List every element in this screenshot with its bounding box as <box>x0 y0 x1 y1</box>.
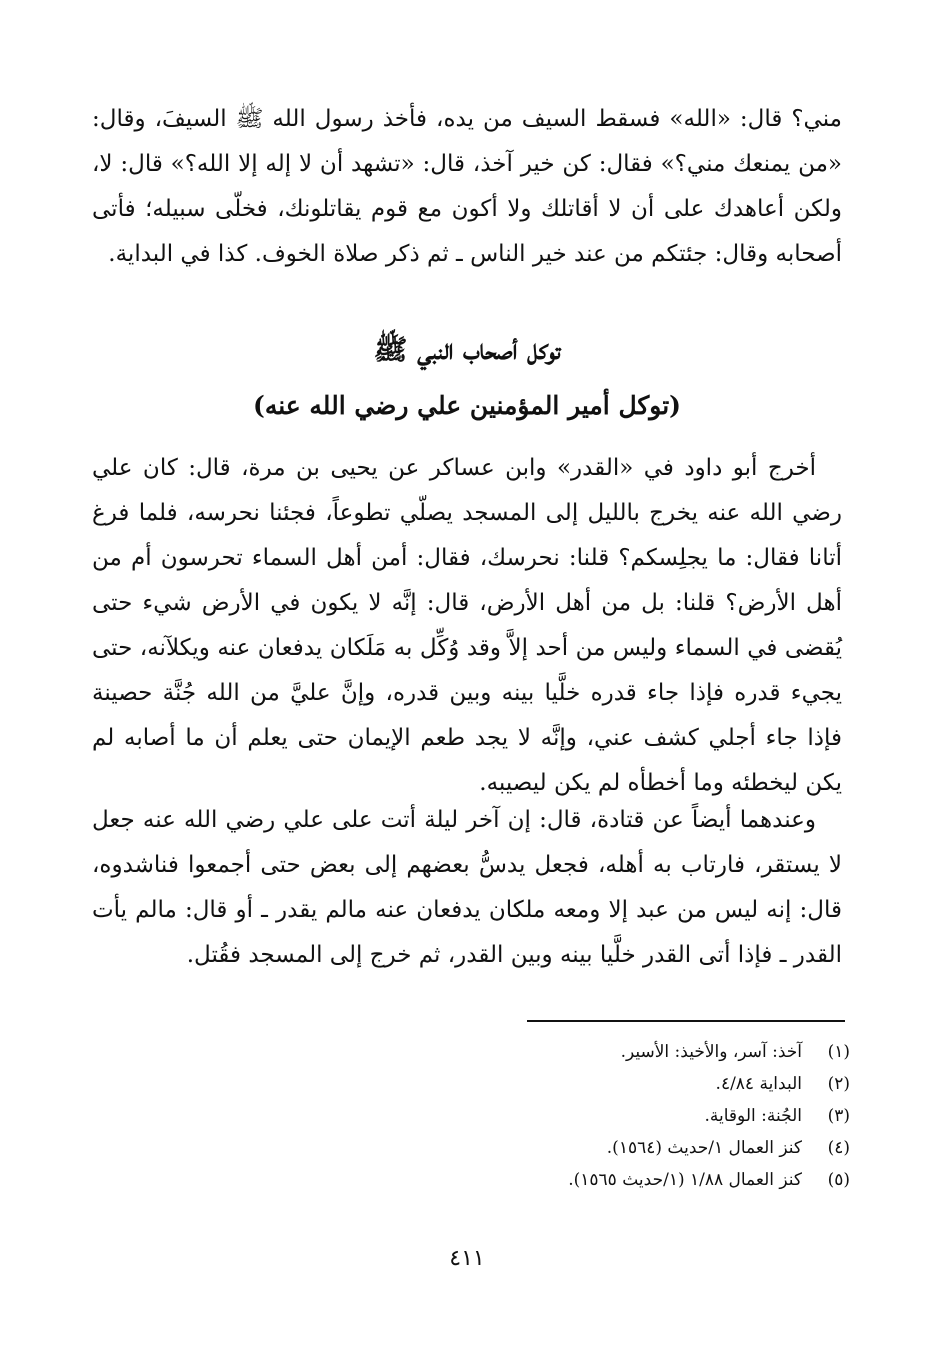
section-heading: توكل أصحاب النبي ﷺ <box>373 333 561 366</box>
footnote-text: كنز العمال ١/٨٨ (١/حديث ١٥٦٥). <box>568 1170 802 1190</box>
intro-paragraph: مني؟ قال: «الله» فسقط السيف من يده، فأخذ رسول الله ﷺ السيفَ، وقال: «من يمنعك مني؟» فقال: كن خير آخذ، قال: «تشهد أن لا إله إلا الله؟» قال: لا، ولكن أعاهدك على أن لا أقاتلك ولا أكون مع قوم يقاتلونك، فخلّى سبيله؛ فأتى أصحابه وقال: جئتكم من عند خير الناس ـ ثم ذكر صلاة الخوف. كذا في البداية. <box>92 106 842 267</box>
footnotes <box>300 1036 850 1196</box>
body-paragraph-1: أخرج أبو داود في «القدر» وابن عساكر عن يحيى بن مرة، قال: كان علي رضي الله عنه يخرج بالليل إلى المسجد يصلّي تطوعاً، فجئنا نحرسه، فلما فرغ أتانا فقال: ما يجلِسكم؟ قلنا: نحرسك، فقال: أمن أهل السماء تحرسون أم من أهل الأرض؟ قلنا: بل من أهل الأرض، قال: إنَّه لا يكون في الأرض شيء حتى يُقضى في السماء وليس من أحد إلاَّ وقد وُكِّل به مَلَكان يدفعان عنه ويكلآنه، حتى يجيء قدره فإذا جاء قدره خلَّيا بينه وبين قدره، وإنَّ عليَّ من الله جُنَّة حصينة فإذا جاء أجلي كشف عني، وإنَّه لا يجد طعم الإيمان حتى يعلم أن ما أصابه لم يكن ليخطئه وما أخطأه لم يكن ليصيبه. <box>92 455 842 796</box>
section-subheading: (توكل أمير المؤمنين علي رضي الله عنه) <box>253 391 681 420</box>
footnote <box>300 1132 850 1164</box>
footnote-number: (١) <box>827 1042 850 1062</box>
body-paragraph-2: وعندهما أيضاً عن قتادة، قال: إن آخر ليلة أتت على علي رضي الله عنه جعل لا يستقر، فارتاب به أهله، فجعل يدسُّ بعضهم إلى بعض حتى أجمعوا فناشدوه، قال: إنه ليس من عبد إلا ومعه ملكان يدفعان عنه مالم يقدر ـ أو قال: مالم يأت القدر ـ فإذا أتى القدر خلَّيا بينه وبين القدر، ثم خرج إلى المسجد فقُتل. <box>92 807 842 968</box>
footnote-number: (٣) <box>827 1106 850 1126</box>
footnote <box>300 1036 850 1068</box>
footnote-text: الجُنة: الوقاية. <box>704 1106 802 1126</box>
footnote <box>300 1068 850 1100</box>
footnote-text: البداية ٤/٨٤. <box>715 1074 802 1094</box>
footnote-number: (٢) <box>827 1074 850 1094</box>
footnote-number: (٤) <box>827 1138 850 1158</box>
page-number: ٤١١ <box>449 1246 485 1271</box>
footnote-text: آخذ: آسر، والأخيذ: الأسير. <box>620 1042 802 1062</box>
footnote <box>300 1100 850 1132</box>
footnote-text: كنز العمال ١/حديث (١٥٦٤). <box>606 1138 802 1158</box>
footnote-number: (٥) <box>827 1170 850 1190</box>
footnote <box>300 1164 850 1196</box>
footnote-divider <box>527 1020 845 1022</box>
